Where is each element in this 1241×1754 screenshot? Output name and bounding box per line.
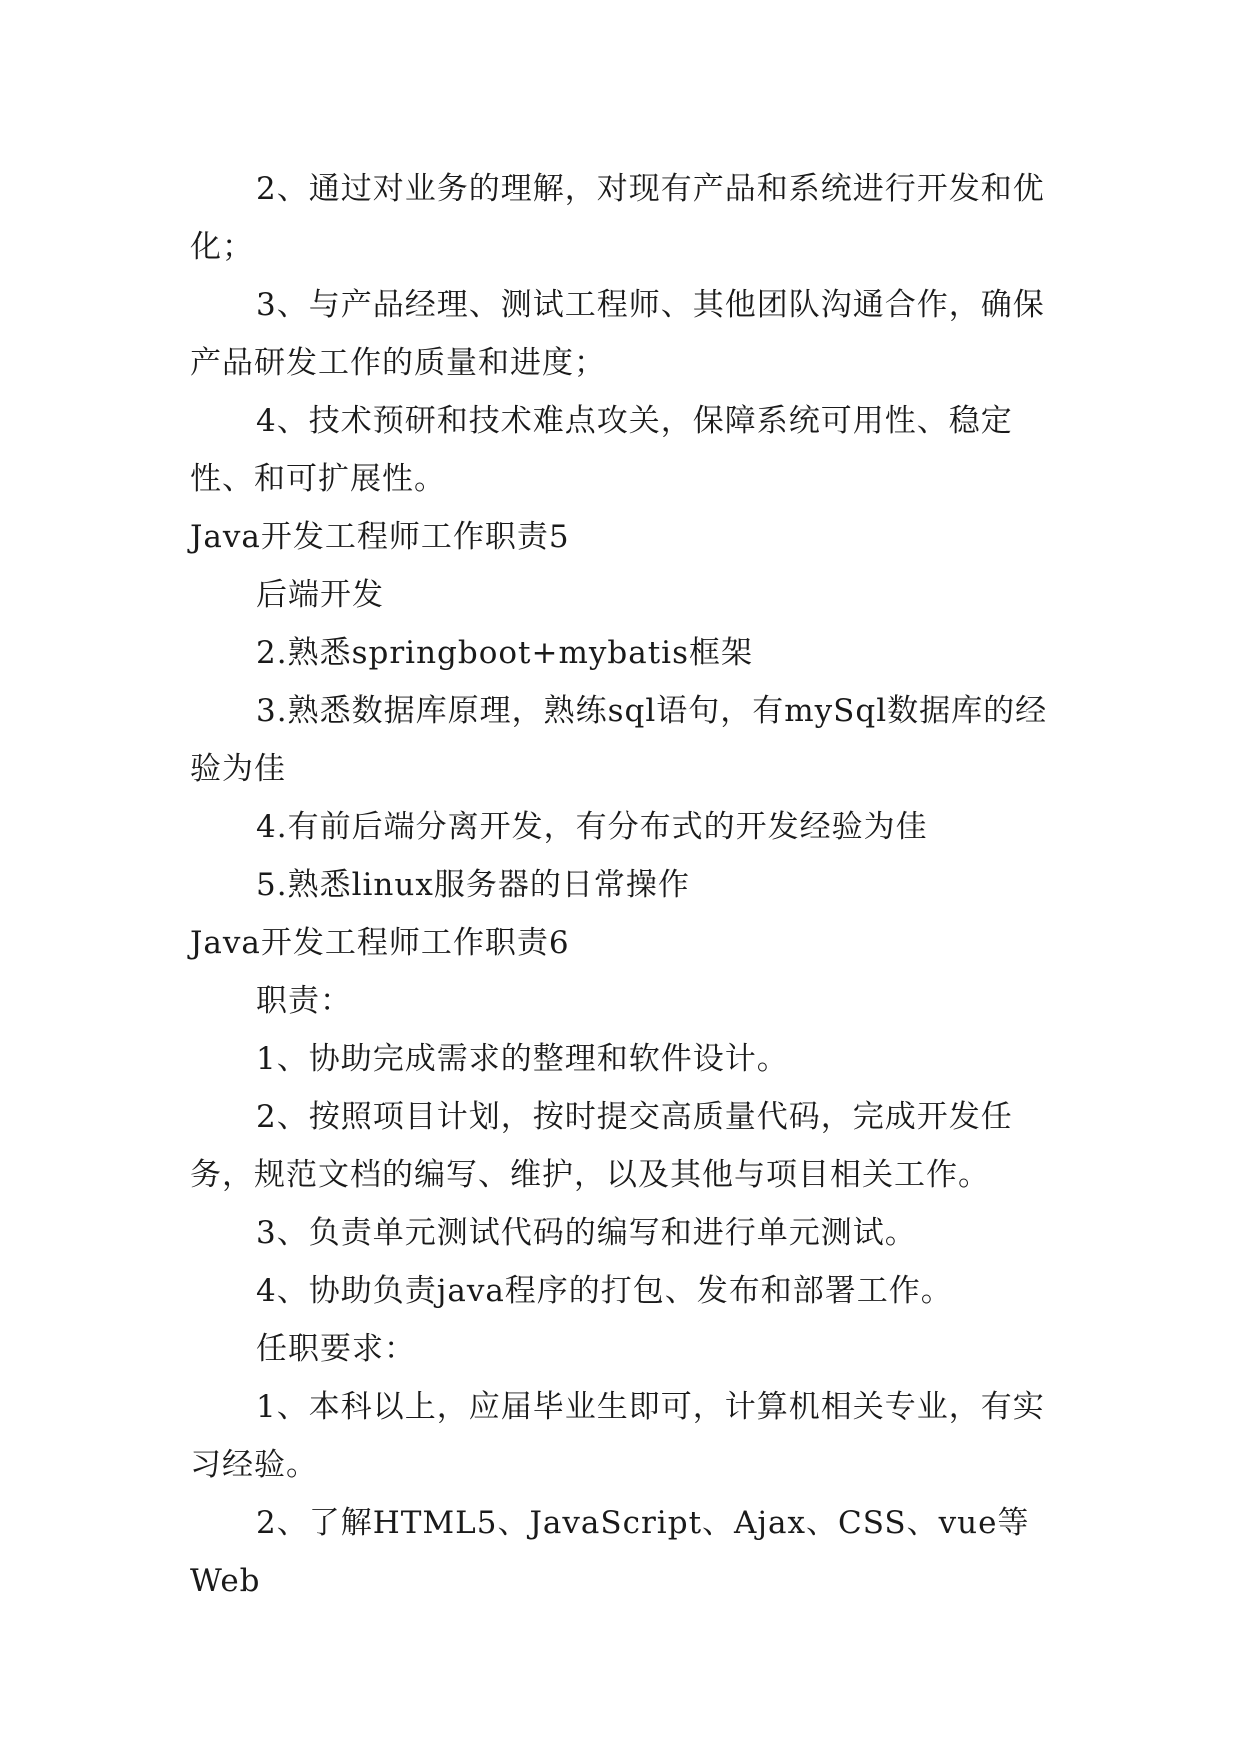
paragraph: 后端开发 (256, 577, 384, 613)
section-heading: Java开发工程师工作职责5 (190, 519, 570, 555)
section-heading: Java开发工程师工作职责6 (190, 925, 570, 961)
document-body (190, 160, 1060, 1610)
paragraph: 3、与产品经理、测试工程师、其他团队沟通合作，确保产品研发工作的质量和进度； (190, 287, 1045, 381)
paragraph: 2、通过对业务的理解，对现有产品和系统进行开发和优化； (190, 171, 1045, 265)
paragraph: 4.有前后端分离开发，有分布式的开发经验为佳 (256, 809, 928, 845)
paragraph: 任职要求： (256, 1331, 416, 1367)
paragraph: 2、按照项目计划，按时提交高质量代码，完成开发任务，规范文档的编写、维护，以及其他与项目相关工作。 (190, 1099, 1013, 1193)
paragraph: 3、负责单元测试代码的编写和进行单元测试。 (256, 1215, 917, 1251)
paragraph: 2.熟悉springboot+mybatis框架 (256, 635, 753, 671)
paragraph: 1、本科以上，应届毕业生即可，计算机相关专业，有实习经验。 (190, 1389, 1045, 1483)
paragraph: 4、技术预研和技术难点攻关，保障系统可用性、稳定性、和可扩展性。 (190, 403, 1013, 497)
paragraph: 1、协助完成需求的整理和软件设计。 (256, 1041, 789, 1077)
paragraph: 5.熟悉linux服务器的日常操作 (256, 867, 690, 903)
paragraph: 3.熟悉数据库原理，熟练sql语句，有mySql数据库的经验为佳 (190, 693, 1048, 787)
paragraph: 2、了解HTML5、JavaScript、Ajax、CSS、vue等Web (190, 1505, 1030, 1599)
paragraph: 4、协助负责java程序的打包、发布和部署工作。 (256, 1273, 953, 1309)
paragraph: 职责： (256, 983, 352, 1019)
